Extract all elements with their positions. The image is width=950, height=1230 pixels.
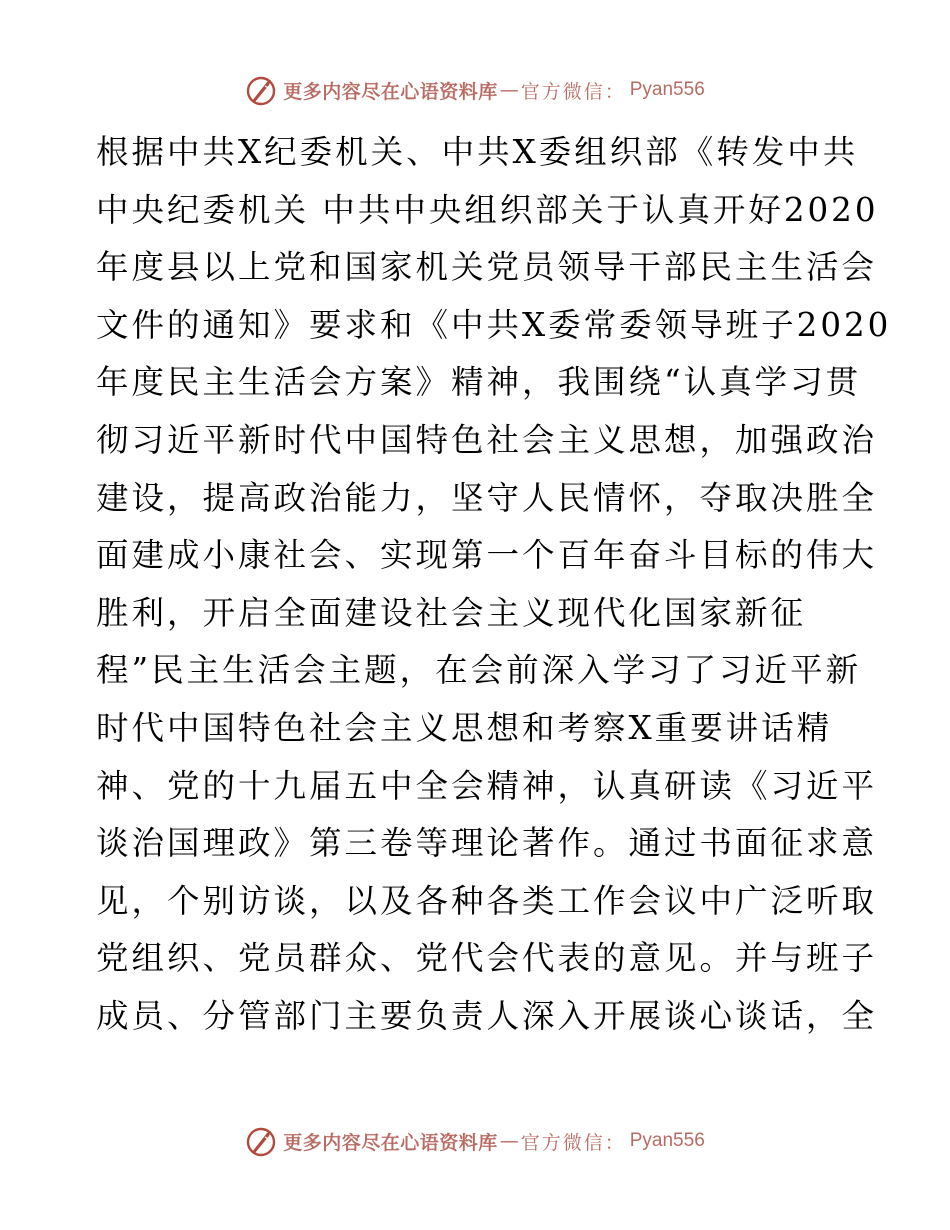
- text-line: 年度民主生活会方案》精神，我围绕“认真学习贯: [96, 363, 862, 402]
- watermark-wechat-id: Pyan556: [629, 1130, 705, 1151]
- text-line: 彻习近平新时代中国特色社会主义思想，加强政治: [96, 420, 878, 459]
- quill-pen-circle-icon: [245, 74, 277, 106]
- watermark-wechat-id: Pyan556: [629, 79, 705, 100]
- text-line: 根据中共X纪委机关、中共X委组织部《转发中共: [96, 133, 859, 171]
- footer-watermark: [0, 1121, 950, 1161]
- text-line: 时代中国特色社会主义思想和考察X重要讲话精: [96, 708, 833, 747]
- text-line: 面建成小康社会、实现第一个百年奋斗目标的伟大: [96, 536, 878, 575]
- text-line: 神、党的十九届五中全会精神，认真研读《习近平: [96, 766, 878, 805]
- text-line: 文件的通知》要求和《中共X委常委领导班子2020: [96, 305, 892, 344]
- watermark-official-label: 官方微信：: [520, 1131, 626, 1154]
- text-line: 见，个别访谈，以及各种各类工作会议中广泛听取: [96, 881, 878, 920]
- text-line: 谈治国理政》第三卷等理论著作。通过书面征求意: [96, 824, 878, 863]
- watermark-dash: —: [499, 79, 519, 101]
- quill-pen-circle-icon: [245, 1125, 277, 1157]
- watermark-brand: 更多内容尽在心语资料库: [283, 1131, 498, 1154]
- watermark-brand: 更多内容尽在心语资料库: [283, 80, 498, 103]
- text-line: 程”民主生活会主题，在会前深入学习了习近平新: [96, 651, 862, 690]
- watermark-official-label: 官方微信：: [520, 80, 626, 103]
- document-body: [96, 124, 892, 1046]
- text-line: 建设，提高政治能力，坚守人民情怀，夺取决胜全: [96, 478, 878, 517]
- text-line: 年度县以上党和国家机关党员领导干部民主生活会: [96, 248, 878, 287]
- text-line: 党组织、党员群众、党代会代表的意见。并与班子: [96, 939, 878, 978]
- header-watermark: [0, 70, 950, 110]
- text-line: 成员、分管部门主要负责人深入开展谈心谈话，全: [96, 996, 878, 1035]
- text-line: 胜利，开启全面建设社会主义现代化国家新征: [96, 593, 807, 632]
- text-line: 中央纪委机关 中共中央组织部关于认真开好2020: [96, 190, 879, 229]
- watermark-dash: —: [499, 1130, 519, 1152]
